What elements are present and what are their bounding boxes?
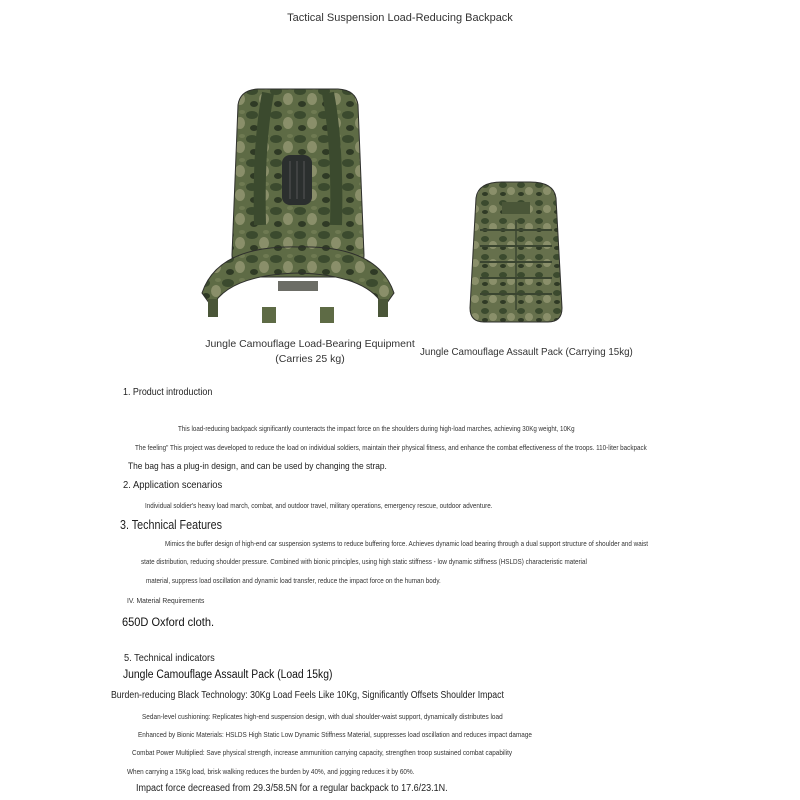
- section4-line1: 650D Oxford cloth.: [122, 615, 215, 629]
- section3-line2: state distribution, reducing shoulder pressure. Combined with bionic principles, using high static stiffness - low dynamic stiffness (HSLDS) characteristic material: [141, 557, 587, 566]
- section1-line1: This load-reducing backpack significantly counteracts the impact force on the shoulders during high-load marches, achieving 30Kg weight, 10Kg: [178, 424, 575, 433]
- assault-pack-image: [462, 180, 570, 326]
- load-bearing-caption: Jungle Camouflage Load-Bearing Equipment (Carries 25 kg): [205, 338, 415, 366]
- section5-line3: Sedan-level cushioning: Replicates high-end suspension design, with dual shoulder-waist support, dynamically distributes load: [142, 712, 503, 721]
- section5-heading: 5. Technical indicators: [124, 652, 215, 664]
- section5-line1: Jungle Camouflage Assault Pack (Load 15kg): [123, 669, 333, 681]
- load-bearing-backpack-image: [198, 85, 398, 325]
- section1-line2: The feeling" This project was developed to reduce the load on individual soldiers, maintain their physical fitness, and enhance the combat effectiveness of the troops. 110-liter backpack: [135, 443, 647, 452]
- section3-line1: Mimics the buffer design of high-end car suspension systems to reduce buffering force. Achieves dynamic load bearing through a dual support structure of shoulder and waist: [165, 539, 649, 548]
- section1-line3: The bag has a plug-in design, and can be used by changing the strap.: [128, 461, 387, 472]
- assault-pack-caption: Jungle Camouflage Assault Pack (Carrying 15kg): [420, 346, 633, 358]
- section4-heading: IV. Material Requirements: [127, 596, 205, 605]
- section5-line5: Combat Power Multiplied: Save physical strength, increase ammunition carrying capacity, strengthen troop sustained combat capability: [132, 748, 513, 757]
- section5-line6: When carrying a 15Kg load, brisk walking reduces the burden by 40%, and jogging reduces it by 60%.: [127, 767, 415, 776]
- section5-line2: Burden-reducing Black Technology: 30Kg Load Feels Like 10Kg, Significantly Offsets Shoulder Impact: [111, 690, 504, 701]
- section3-heading: 3. Technical Features: [120, 518, 222, 532]
- section2-line1: Individual soldier's heavy load march, combat, and outdoor travel, military operations, emergency rescue, outdoor adventure.: [145, 501, 493, 510]
- section2-heading: 2. Application scenarios: [123, 479, 223, 491]
- section3-line3: material, suppress load oscillation and dynamic load transfer, reduce the impact force on the human body.: [146, 576, 441, 585]
- section5-line7: Impact force decreased from 29.3/58.5N for a regular backpack to 17.6/23.1N.: [136, 783, 448, 794]
- section5-line4: Enhanced by Bionic Materials: HSLDS High Static Low Dynamic Stiffness Material, suppresses load oscillation and reduces impact damage: [138, 730, 532, 739]
- section1-heading: 1. Product introduction: [123, 386, 213, 398]
- page-title: Tactical Suspension Load-Reducing Backpack: [287, 12, 513, 24]
